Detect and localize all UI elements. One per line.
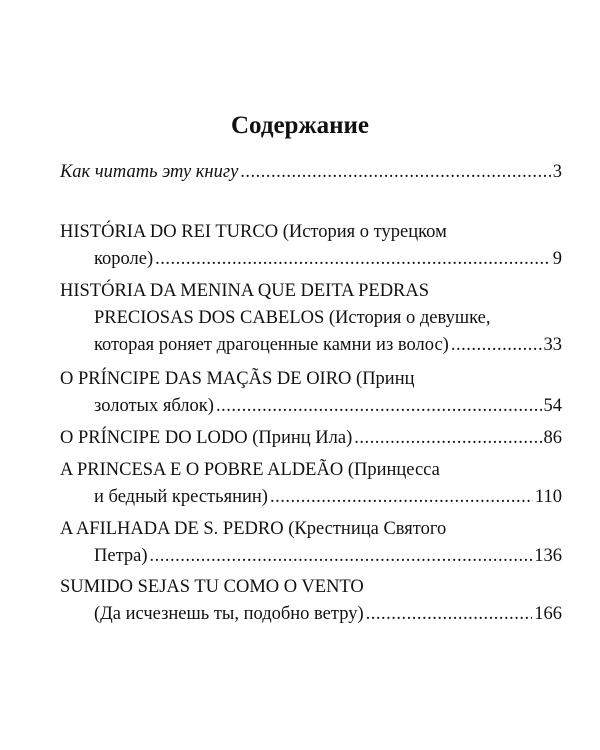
toc-page-number: 9: [552, 249, 562, 269]
toc-entry-text: PRECIOSAS DOS CABELOS (История о девушке,: [94, 308, 491, 328]
dot-leader: [216, 393, 542, 420]
toc-entry[interactable]: [60, 159, 562, 186]
toc-entry-text: золотых яблок): [94, 396, 214, 416]
toc-entry-text: и бедный крестьянин): [94, 487, 268, 507]
toc-entry[interactable]: [60, 278, 562, 359]
toc-entry-text: O PRÍNCIPE DAS MAÇÃS DE OIRO (Принц: [60, 369, 415, 389]
toc-page-number: 166: [534, 604, 562, 624]
toc-entry-text: Как читать эту книгу: [60, 162, 239, 182]
dot-leader: [270, 484, 533, 511]
toc-page-number: 54: [543, 396, 562, 416]
toc-entry[interactable]: [60, 457, 562, 511]
dot-leader: [150, 543, 533, 570]
toc-page-number: 136: [534, 546, 562, 566]
toc-entry-text: HISTÓRIA DO REI TURCO (История о турецком: [60, 222, 447, 242]
toc-entry-text: A PRINCESA E O POBRE ALDEÃO (Принцесса: [60, 460, 440, 480]
toc-entry[interactable]: [60, 366, 562, 420]
dot-leader: [366, 601, 533, 628]
toc-entry[interactable]: [60, 516, 562, 570]
toc-entry-text: (Да исчезнешь ты, подобно ветру): [94, 604, 364, 624]
page-title: Содержание: [230, 112, 369, 139]
toc-page-number: 86: [543, 428, 562, 448]
toc-entry-text: Петра): [94, 546, 148, 566]
toc-entry-text: A AFILHADA DE S. PEDRO (Крестница Святого: [60, 519, 447, 539]
toc-page-number: 3: [552, 162, 562, 182]
dot-leader: [240, 159, 550, 186]
toc-entry-text: O PRÍNCIPE DO LODO (Принц Ила): [60, 428, 353, 448]
toc-entry[interactable]: [60, 574, 562, 628]
toc-entry-text: которая роняет драгоценные камни из волос): [94, 335, 449, 355]
toc-entry[interactable]: [60, 219, 562, 273]
dot-leader: [155, 246, 551, 273]
toc-page-number: 110: [534, 487, 562, 507]
dot-leader: [354, 425, 541, 452]
toc-entry-text: короле): [94, 249, 154, 269]
toc-entry-text: SUMIDO SEJAS TU COMO O VENTO: [60, 577, 364, 597]
dot-leader: [451, 332, 542, 359]
toc-entry-text: HISTÓRIA DA MENINA QUE DEITA PEDRAS: [60, 281, 430, 301]
toc-page-number: 33: [543, 335, 562, 355]
toc-entry[interactable]: [60, 425, 562, 452]
